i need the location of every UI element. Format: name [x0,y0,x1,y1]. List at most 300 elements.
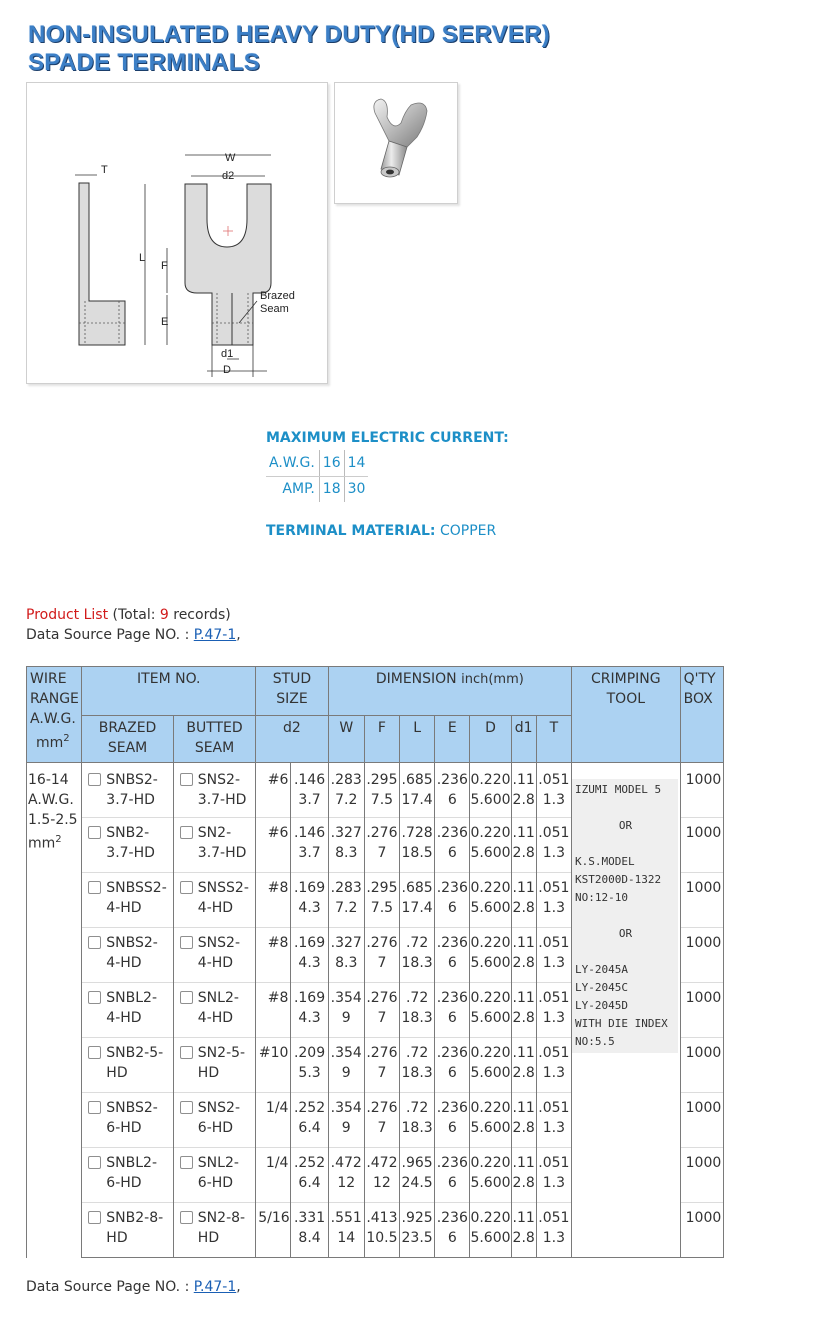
butted-seam-item-checkbox[interactable] [180,1046,193,1059]
brazed-seam-item [88,770,171,810]
dim-w [328,1148,364,1203]
dim-t-inch: .051 [538,1100,570,1116]
dim-t-inch: .051 [538,1210,570,1226]
crimping-tool-spacer [575,835,676,853]
dim-t [536,1038,571,1093]
brazed-seam-item-checkbox[interactable] [88,773,101,786]
dim-d [470,1038,511,1093]
dim-t-mm: 1.3 [542,955,566,971]
qty-box: 1000 [680,1203,723,1258]
header-qty-box: Q'TY BOX [680,667,723,763]
butted-seam-item [180,878,253,918]
dim-f-mm: 7.5 [370,792,394,808]
amp-label: AMP. [266,476,319,502]
dim-e-mm: 6 [447,1230,457,1246]
awg-label: A.W.G. [266,450,319,476]
butted-seam-item [180,1208,253,1248]
brazed-seam-item [88,1098,171,1138]
dim-d2-mm: 6.4 [298,1175,321,1191]
butted-seam-item-cell [173,983,255,1038]
butted-seam-item-checkbox[interactable] [180,773,193,786]
dim-t-mm: 1.3 [542,1230,566,1246]
crimping-tool-line: IZUMI MODEL 5 [575,783,662,796]
dim-e [435,1148,470,1203]
dim-f [364,1203,399,1258]
dim-d1-inch: .11 [512,1155,535,1171]
dim-f-mm: 7 [377,1120,387,1136]
dim-e [435,818,470,873]
qty-box: 1000 [680,763,723,818]
butted-seam-item-code: SNS2- 6-HD [197,1100,241,1136]
header-crimping-tool: CRIMPING TOOL [572,667,681,763]
dim-f-mm: 10.5 [366,1230,398,1246]
dim-t-inch: .051 [538,1045,570,1061]
dim-w-inch: .354 [330,1045,362,1061]
brazed-seam-item-code: SNB2-5- HD [106,1045,164,1081]
dim-d [470,873,511,928]
dim-l [400,928,435,983]
dim-f [364,873,399,928]
dim-w [328,1203,364,1258]
dim-w-inch: .472 [330,1155,362,1171]
dim-d1-inch: .11 [512,772,535,788]
dim-l-inch: .72 [405,1045,429,1061]
brazed-seam-item-cell [82,1093,174,1148]
dim-d1-inch: .11 [512,880,535,896]
awg-value: 16 [319,450,344,476]
dim-d2-inch: .209 [293,1045,326,1061]
dim-l [400,1038,435,1093]
dim-w-mm: 9 [341,1010,351,1026]
dim-l [400,873,435,928]
brazed-seam-item-code: SNBS2- 6-HD [106,1100,158,1136]
product-list-summary [26,607,231,623]
brazed-seam-item-cell [82,818,174,873]
dim-e-inch: .236 [436,1045,468,1061]
header-dimension: DIMENSION inch(mm) [328,667,571,716]
dim-e-inch: .236 [436,990,468,1006]
dim-t [536,1093,571,1148]
dim-t-mm: 1.3 [542,1065,566,1081]
source-label: Data Source Page NO. : [26,1279,194,1295]
dim-d2-inch: .252 [293,1155,326,1171]
dim-d [470,983,511,1038]
dim-e-mm: 6 [447,1010,457,1026]
brazed-seam-item-code: SNBL2- 4-HD [106,990,158,1026]
dim-w-mm: 7.2 [335,792,358,808]
dim-d-inch: 0.220 [470,1210,511,1226]
dim-e-mm: 6 [447,955,457,971]
dim-l-mm: 17.4 [401,792,433,808]
amp-value: 30 [347,481,366,498]
dim-w [328,873,364,928]
header-d1: d1 [511,716,536,763]
dim-l-mm: 18.3 [401,1065,433,1081]
dim-d1-mm: 2.8 [512,845,535,861]
dim-d-inch: 0.220 [470,772,511,788]
brazed-seam-item-cell [82,873,174,928]
dimension-drawing[interactable] [26,82,328,384]
crimping-tool-line: OR [618,819,633,832]
dim-w-inch: .551 [330,1210,362,1226]
dim-d1 [511,1038,536,1093]
dim-e-inch: .236 [436,1210,468,1226]
dim-d-mm: 5.600 [470,792,511,808]
dim-d2-inch: .146 [293,772,326,788]
dim-w-mm: 7.2 [335,900,358,916]
dim-w [328,1038,364,1093]
crimping-tool-list [572,779,678,1053]
dim-t-mm: 1.3 [542,1010,566,1026]
dim-d2-inch: .169 [293,990,326,1006]
dim-w-inch: .283 [330,772,362,788]
dim-t [536,873,571,928]
brazed-seam-item-checkbox[interactable] [88,936,101,949]
brazed-seam-item [88,933,171,973]
dim-f [364,818,399,873]
dim-d1-mm: 2.8 [512,900,535,916]
terminal-photo-icon [335,83,457,203]
dim-f [364,1038,399,1093]
brazed-seam-item-checkbox[interactable] [88,1211,101,1224]
dim-d1-mm: 2.8 [512,1175,535,1191]
dim-t [536,928,571,983]
stud-size: #8 [256,983,291,1038]
dim-t [536,1148,571,1203]
dim-e [435,873,470,928]
dim-d1 [511,763,536,818]
dim-d1 [511,1203,536,1258]
dim-d1 [511,873,536,928]
butted-seam-item [180,1043,253,1083]
dim-d-inch: 0.220 [470,1155,511,1171]
dim-d [470,1203,511,1258]
butted-seam-item-checkbox[interactable] [180,1101,193,1114]
butted-seam-item-checkbox[interactable] [180,936,193,949]
dim-l [400,983,435,1038]
dim-l-mm: 18.3 [401,955,433,971]
source-page-link[interactable]: P.47-1 [193,1279,237,1295]
dim-d-mm: 5.600 [470,955,511,971]
header-wire-range: WIRE RANGE A.W.G. $mm^2$ [27,667,82,763]
butted-seam-item [180,1153,253,1193]
title-line-1: NON-INSULATED HEAVY DUTY(HD SERVER) [28,21,551,48]
qty-box: 1000 [680,983,723,1038]
dim-e [435,1038,470,1093]
product-list-link[interactable]: Product List [26,607,109,623]
dim-e [435,928,470,983]
label-d2: d2 [222,170,235,182]
page-title [28,21,550,77]
dim-d1-mm: 2.8 [512,1010,535,1026]
dim-f [364,1093,399,1148]
dim-d-inch: 0.220 [470,880,511,896]
dim-l-inch: .685 [401,772,433,788]
total-suffix: records) [168,607,231,623]
data-source-top [26,627,241,643]
dim-l [400,818,435,873]
butted-seam-item-checkbox[interactable] [180,826,193,839]
qty-box: 1000 [680,818,723,873]
dim-d2 [291,1093,328,1148]
butted-seam-item-cell [173,1148,255,1203]
dim-l-inch: .685 [401,880,433,896]
dim-l-inch: .72 [405,935,429,951]
header-item-no: ITEM NO. [82,667,256,716]
dim-l-mm: 24.5 [401,1175,433,1191]
label-e: E [161,316,169,328]
dim-d1 [511,928,536,983]
dim-l-inch: .72 [405,990,429,1006]
dim-l-inch: .72 [405,1100,429,1116]
dim-l-inch: .728 [401,825,433,841]
dim-w-mm: 9 [341,1120,351,1136]
butted-seam-item-checkbox[interactable] [180,1211,193,1224]
label-t: T [101,164,108,176]
butted-seam-item-code: SNS2- 4-HD [197,935,241,971]
stud-size: 1/4 [256,1148,291,1203]
butted-seam-item-checkbox[interactable] [180,1156,193,1169]
dim-d2-inch: .169 [293,935,326,951]
dim-f-mm: 12 [373,1175,391,1191]
dim-d-mm: 5.600 [470,1175,511,1191]
dim-f-mm: 7 [377,845,387,861]
dim-f [364,1148,399,1203]
dim-e-mm: 6 [447,1175,457,1191]
stud-size: #6 [256,763,291,818]
dim-f-inch: .276 [366,825,398,841]
brazed-seam-item-checkbox[interactable] [88,991,101,1004]
brazed-seam-item-code: SNBSS2- 4-HD [106,880,167,916]
dim-e [435,1203,470,1258]
dim-d [470,928,511,983]
dim-d-inch: 0.220 [470,990,511,1006]
dim-e-inch: .236 [436,1155,468,1171]
brazed-seam-item [88,1043,171,1083]
total-prefix: (Total: [108,607,160,623]
dim-d1-mm: 2.8 [512,792,535,808]
material-value: COPPER [439,523,497,539]
amp-value: 18 [319,476,344,502]
dim-w-mm: 8.3 [335,845,358,861]
dim-d1-inch: .11 [512,825,535,841]
crimping-tool-spacer [575,943,676,961]
brazed-seam-item-cell [82,928,174,983]
dim-d [470,1093,511,1148]
dim-e-inch: .236 [436,1100,468,1116]
dim-e [435,763,470,818]
data-source-bottom [26,1279,241,1295]
dim-t-mm: 1.3 [542,792,566,808]
dim-w [328,763,364,818]
dim-d2 [291,763,328,818]
dim-d-mm: 5.600 [470,1120,511,1136]
butted-seam-item-checkbox[interactable] [180,881,193,894]
label-seam: Seam [260,303,289,315]
dim-f-inch: .295 [366,772,398,788]
dim-e-mm: 6 [447,845,457,861]
dim-d1-mm: 2.8 [512,955,535,971]
header-butted-seam: BUTTED SEAM [173,716,255,763]
crimping-tool-spacer [575,799,676,817]
dim-e [435,1093,470,1148]
dim-e-inch: .236 [436,772,468,788]
dim-l [400,763,435,818]
butted-seam-item-cell [173,1093,255,1148]
electric-current-table [266,450,368,502]
stud-size: #10 [256,1038,291,1093]
crimping-tool-line: NO:12-10 [575,891,629,904]
qty-box: 1000 [680,1038,723,1093]
dim-d-mm: 5.600 [470,845,511,861]
dim-d2-inch: .331 [293,1210,326,1226]
brazed-seam-item-checkbox[interactable] [88,881,101,894]
dim-t-inch: .051 [538,880,570,896]
source-page-link[interactable]: P.47-1 [193,627,237,643]
dim-d2-inch: .252 [293,1100,326,1116]
crimping-tool-cell [572,763,681,1258]
butted-seam-item-cell [173,763,255,818]
dim-w-inch: .327 [330,825,362,841]
butted-seam-item-code: SNL2- 4-HD [197,990,239,1026]
dim-d-mm: 5.600 [470,1230,511,1246]
dim-t [536,818,571,873]
dim-t-inch: .051 [538,935,570,951]
record-count: 9 [159,607,169,623]
dim-e-inch: .236 [436,935,468,951]
dim-d2-mm: 4.3 [298,900,321,916]
dim-d2-inch: .169 [293,880,326,896]
dim-l-mm: 18.5 [401,845,433,861]
dim-w-mm: 14 [337,1230,356,1246]
dim-w [328,818,364,873]
dim-t-mm: 1.3 [542,845,566,861]
dim-w-inch: .354 [330,1100,362,1116]
dim-d1 [511,1093,536,1148]
brazed-seam-item-code: SNB2-8- HD [106,1210,164,1246]
dim-e-mm: 6 [447,1065,457,1081]
dim-f-inch: .276 [366,935,398,951]
dim-d2 [291,1203,328,1258]
dim-t-inch: .051 [538,990,570,1006]
label-l: L [139,252,146,264]
dim-d-inch: 0.220 [470,1100,511,1116]
dim-w [328,928,364,983]
crimping-tool-line: LY-2045C [575,981,629,994]
dim-f-mm: 7.5 [370,900,394,916]
source-label: Data Source Page NO. : [26,627,194,643]
dim-t-mm: 1.3 [542,900,566,916]
crimping-tool-line: LY-2045D [575,999,629,1012]
dim-d2-mm: 5.3 [298,1065,321,1081]
dim-w [328,1093,364,1148]
brazed-seam-item-code: SNBS2- 3.7-HD [106,772,158,808]
butted-seam-item-code: SNL2- 6-HD [197,1155,239,1191]
crimping-tool-line: OR [618,927,633,940]
qty-box: 1000 [680,1148,723,1203]
label-d1: d1 [221,348,234,360]
dim-l-mm: 23.5 [401,1230,433,1246]
dim-d2 [291,928,328,983]
butted-seam-item-checkbox[interactable] [180,991,193,1004]
dim-t-inch: .051 [538,825,570,841]
dim-w [328,983,364,1038]
brazed-seam-item-checkbox[interactable] [88,1156,101,1169]
dim-d2-mm: 3.7 [298,845,321,861]
dim-t [536,763,571,818]
dim-w-inch: .354 [330,990,362,1006]
dim-d2-mm: 6.4 [298,1120,321,1136]
dim-d1 [511,983,536,1038]
dim-f-inch: .276 [366,1100,398,1116]
crimping-tool-line: KST2000D-1322 [575,873,662,886]
dim-f-inch: .472 [366,1155,398,1171]
stud-size: #6 [256,818,291,873]
dim-f [364,763,399,818]
dim-d1-inch: .11 [512,1100,535,1116]
dim-l [400,1148,435,1203]
dim-f-inch: .413 [366,1210,398,1226]
butted-seam-item-cell [173,818,255,873]
dim-d2-inch: .146 [293,825,326,841]
label-w: W [225,152,236,164]
qty-box: 1000 [680,928,723,983]
source-trail: , [236,1279,241,1295]
dim-d2 [291,1148,328,1203]
brazed-seam-item [88,1208,171,1248]
product-photo[interactable] [334,82,458,204]
brazed-seam-item [88,878,171,918]
qty-box: 1000 [680,1093,723,1148]
brazed-seam-item-cell [82,763,174,818]
butted-seam-item [180,1098,253,1138]
dim-w-mm: 12 [337,1175,356,1191]
source-trail: , [236,627,241,643]
header-l: L [400,716,435,763]
butted-seam-item [180,770,253,810]
butted-seam-item [180,988,253,1028]
dim-l-inch: .925 [401,1210,433,1226]
butted-seam-item-code: SNS2- 3.7-HD [197,772,247,808]
brazed-seam-item [88,1153,171,1193]
dim-d2 [291,873,328,928]
brazed-seam-item-checkbox[interactable] [88,1101,101,1114]
butted-seam-item [180,933,253,973]
crimping-tool-line: K.S.MODEL [575,855,635,868]
dim-l-mm: 18.3 [401,1010,433,1026]
dim-d-mm: 5.600 [470,1010,511,1026]
brazed-seam-item-checkbox[interactable] [88,1046,101,1059]
stud-size: #8 [256,873,291,928]
dim-d2-mm: 4.3 [298,955,321,971]
dim-l [400,1203,435,1258]
dim-f-mm: 7 [377,1065,387,1081]
brazed-seam-item-checkbox[interactable] [88,826,101,839]
butted-seam-item-code: SN2-8- HD [197,1210,246,1246]
dim-d1-inch: .11 [512,935,535,951]
product-table [26,666,724,1258]
dim-d2-mm: 4.3 [298,1010,321,1026]
label-brazed: Brazed [260,290,295,302]
dim-l-inch: .965 [401,1155,433,1171]
brazed-seam-item-code: SNBL2- 6-HD [106,1155,158,1191]
dim-d [470,763,511,818]
dim-f-inch: .295 [366,880,398,896]
header-brazed-seam: BRAZED SEAM [82,716,174,763]
butted-seam-item-cell [173,1038,255,1093]
dim-d1 [511,1148,536,1203]
dim-f [364,928,399,983]
